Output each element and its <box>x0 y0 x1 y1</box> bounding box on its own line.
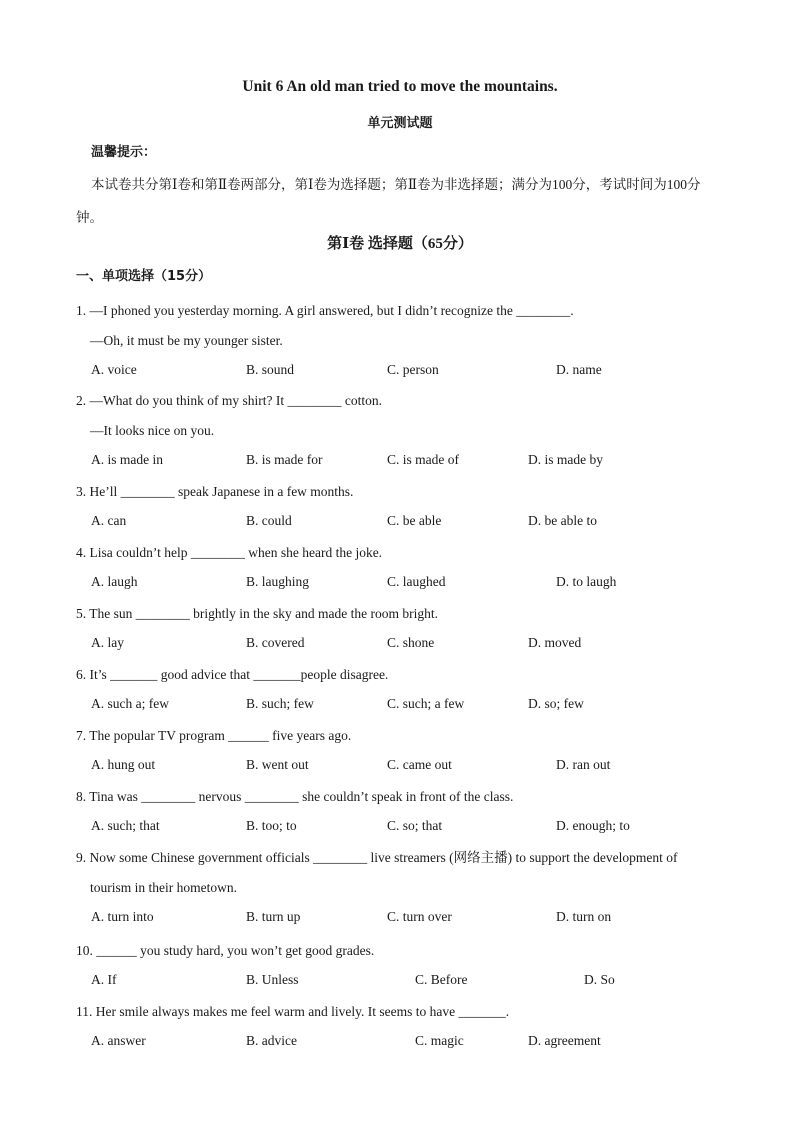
part-title: 一、单项选择（15分） <box>76 269 212 284</box>
answer-option: A. lay <box>91 635 124 650</box>
question-item <box>76 935 736 996</box>
answer-option: A. such; that <box>91 818 160 833</box>
answer-option: A. answer <box>91 1033 146 1048</box>
answer-option: C. be able <box>387 513 442 528</box>
answer-option: B. such; few <box>246 696 314 711</box>
question-stem: 10. ______ you study hard, you won’t get good grades. <box>76 943 375 958</box>
question-item <box>76 385 736 476</box>
answer-option: A. voice <box>91 362 137 377</box>
answer-option: B. went out <box>246 757 309 772</box>
question-stem: 4. Lisa couldn’t help ________ when she heard the joke. <box>76 545 383 560</box>
question-reply: —Oh, it must be my younger sister. <box>90 333 283 348</box>
option-row <box>76 751 736 781</box>
question-item <box>76 537 736 598</box>
tips-heading: 温馨提示： <box>91 145 157 160</box>
answer-option: B. advice <box>246 1033 297 1048</box>
option-row <box>76 629 736 659</box>
option-row <box>76 1027 736 1057</box>
answer-option: D. ran out <box>556 757 611 772</box>
question-item <box>76 659 736 720</box>
answer-option: D. enough; to <box>556 818 630 833</box>
answer-option: B. is made for <box>246 452 323 467</box>
answer-option: C. person <box>387 362 439 377</box>
answer-option: C. turn over <box>387 909 452 924</box>
option-row <box>76 690 736 720</box>
answer-option: B. too; to <box>246 818 297 833</box>
answer-option: C. so; that <box>387 818 443 833</box>
tips-body: 本试卷共分第Ⅰ卷和第Ⅱ卷两部分，第Ⅰ卷为选择题；第Ⅱ卷为非选择题；满分为100分，考试时间为100分钟。 <box>76 177 701 225</box>
question-stem: 1. —I phoned you yesterday morning. A girl answered, but I didn’t recognize the ________. <box>76 303 574 318</box>
answer-option: B. sound <box>246 362 295 377</box>
question-reply: —It looks nice on you. <box>90 423 215 438</box>
answer-option: B. could <box>246 513 292 528</box>
answer-option: C. Before <box>415 972 468 987</box>
answer-option: D. so; few <box>528 696 584 711</box>
answer-option: A. can <box>91 513 127 528</box>
question-stem: 3. He’ll ________ speak Japanese in a few months. <box>76 484 354 499</box>
answer-option: A. hung out <box>91 757 156 772</box>
option-row <box>76 966 736 996</box>
page-title: Unit 6 An old man tried to move the mountains. <box>242 78 558 95</box>
answer-option: C. magic <box>415 1033 464 1048</box>
option-row <box>76 568 736 598</box>
question-item <box>76 781 736 842</box>
option-row <box>76 356 736 386</box>
answer-option: B. Unless <box>246 972 299 987</box>
section-title: 第Ⅰ卷 选择题（65分） <box>327 236 473 252</box>
answer-option: D. is made by <box>528 452 603 467</box>
answer-option: D. be able to <box>528 513 597 528</box>
answer-option: C. is made of <box>387 452 459 467</box>
answer-option: B. laughing <box>246 574 309 589</box>
question-item <box>76 476 736 537</box>
answer-option: A. is made in <box>91 452 163 467</box>
answer-option: B. covered <box>246 635 305 650</box>
answer-option: D. turn on <box>556 909 612 924</box>
question-stem: 8. Tina was ________ nervous ________ she couldn’t speak in front of the class. <box>76 789 514 804</box>
answer-option: D. So <box>584 972 615 987</box>
page-subtitle: 单元测试题 <box>367 116 433 131</box>
question-stem: 2. —What do you think of my shirt? It ________ cotton. <box>76 393 382 408</box>
question-stem: 6. It’s _______ good advice that _______people disagree. <box>76 667 389 682</box>
option-row <box>76 507 736 537</box>
option-row <box>76 446 736 476</box>
answer-option: C. shone <box>387 635 435 650</box>
answer-option: D. name <box>556 362 602 377</box>
answer-option: D. to laugh <box>556 574 617 589</box>
question-item <box>76 842 736 933</box>
answer-option: C. such; a few <box>387 696 465 711</box>
question-stem: 11. Her smile always makes me feel warm and lively. It seems to have _______. <box>76 1004 510 1019</box>
answer-option: A. laugh <box>91 574 138 589</box>
question-item <box>76 996 736 1057</box>
question-stem: 5. The sun ________ brightly in the sky and made the room bright. <box>76 606 438 621</box>
answer-option: A. If <box>91 972 117 987</box>
answer-option: C. came out <box>387 757 452 772</box>
question-item <box>76 720 736 781</box>
question-item <box>76 598 736 659</box>
answer-option: A. such a; few <box>91 696 169 711</box>
answer-option: D. agreement <box>528 1033 601 1048</box>
question-item <box>76 295 736 386</box>
option-row <box>76 903 736 933</box>
question-stem: 9. Now some Chinese government officials ________ live streamers (网络主播) to support the development of <box>76 850 678 865</box>
answer-option: D. moved <box>528 635 582 650</box>
question-stem-continuation: tourism in their hometown. <box>90 880 237 895</box>
answer-option: A. turn into <box>91 909 154 924</box>
answer-option: B. turn up <box>246 909 301 924</box>
question-stem: 7. The popular TV program ______ five years ago. <box>76 728 352 743</box>
answer-option: C. laughed <box>387 574 446 589</box>
option-row <box>76 812 736 842</box>
